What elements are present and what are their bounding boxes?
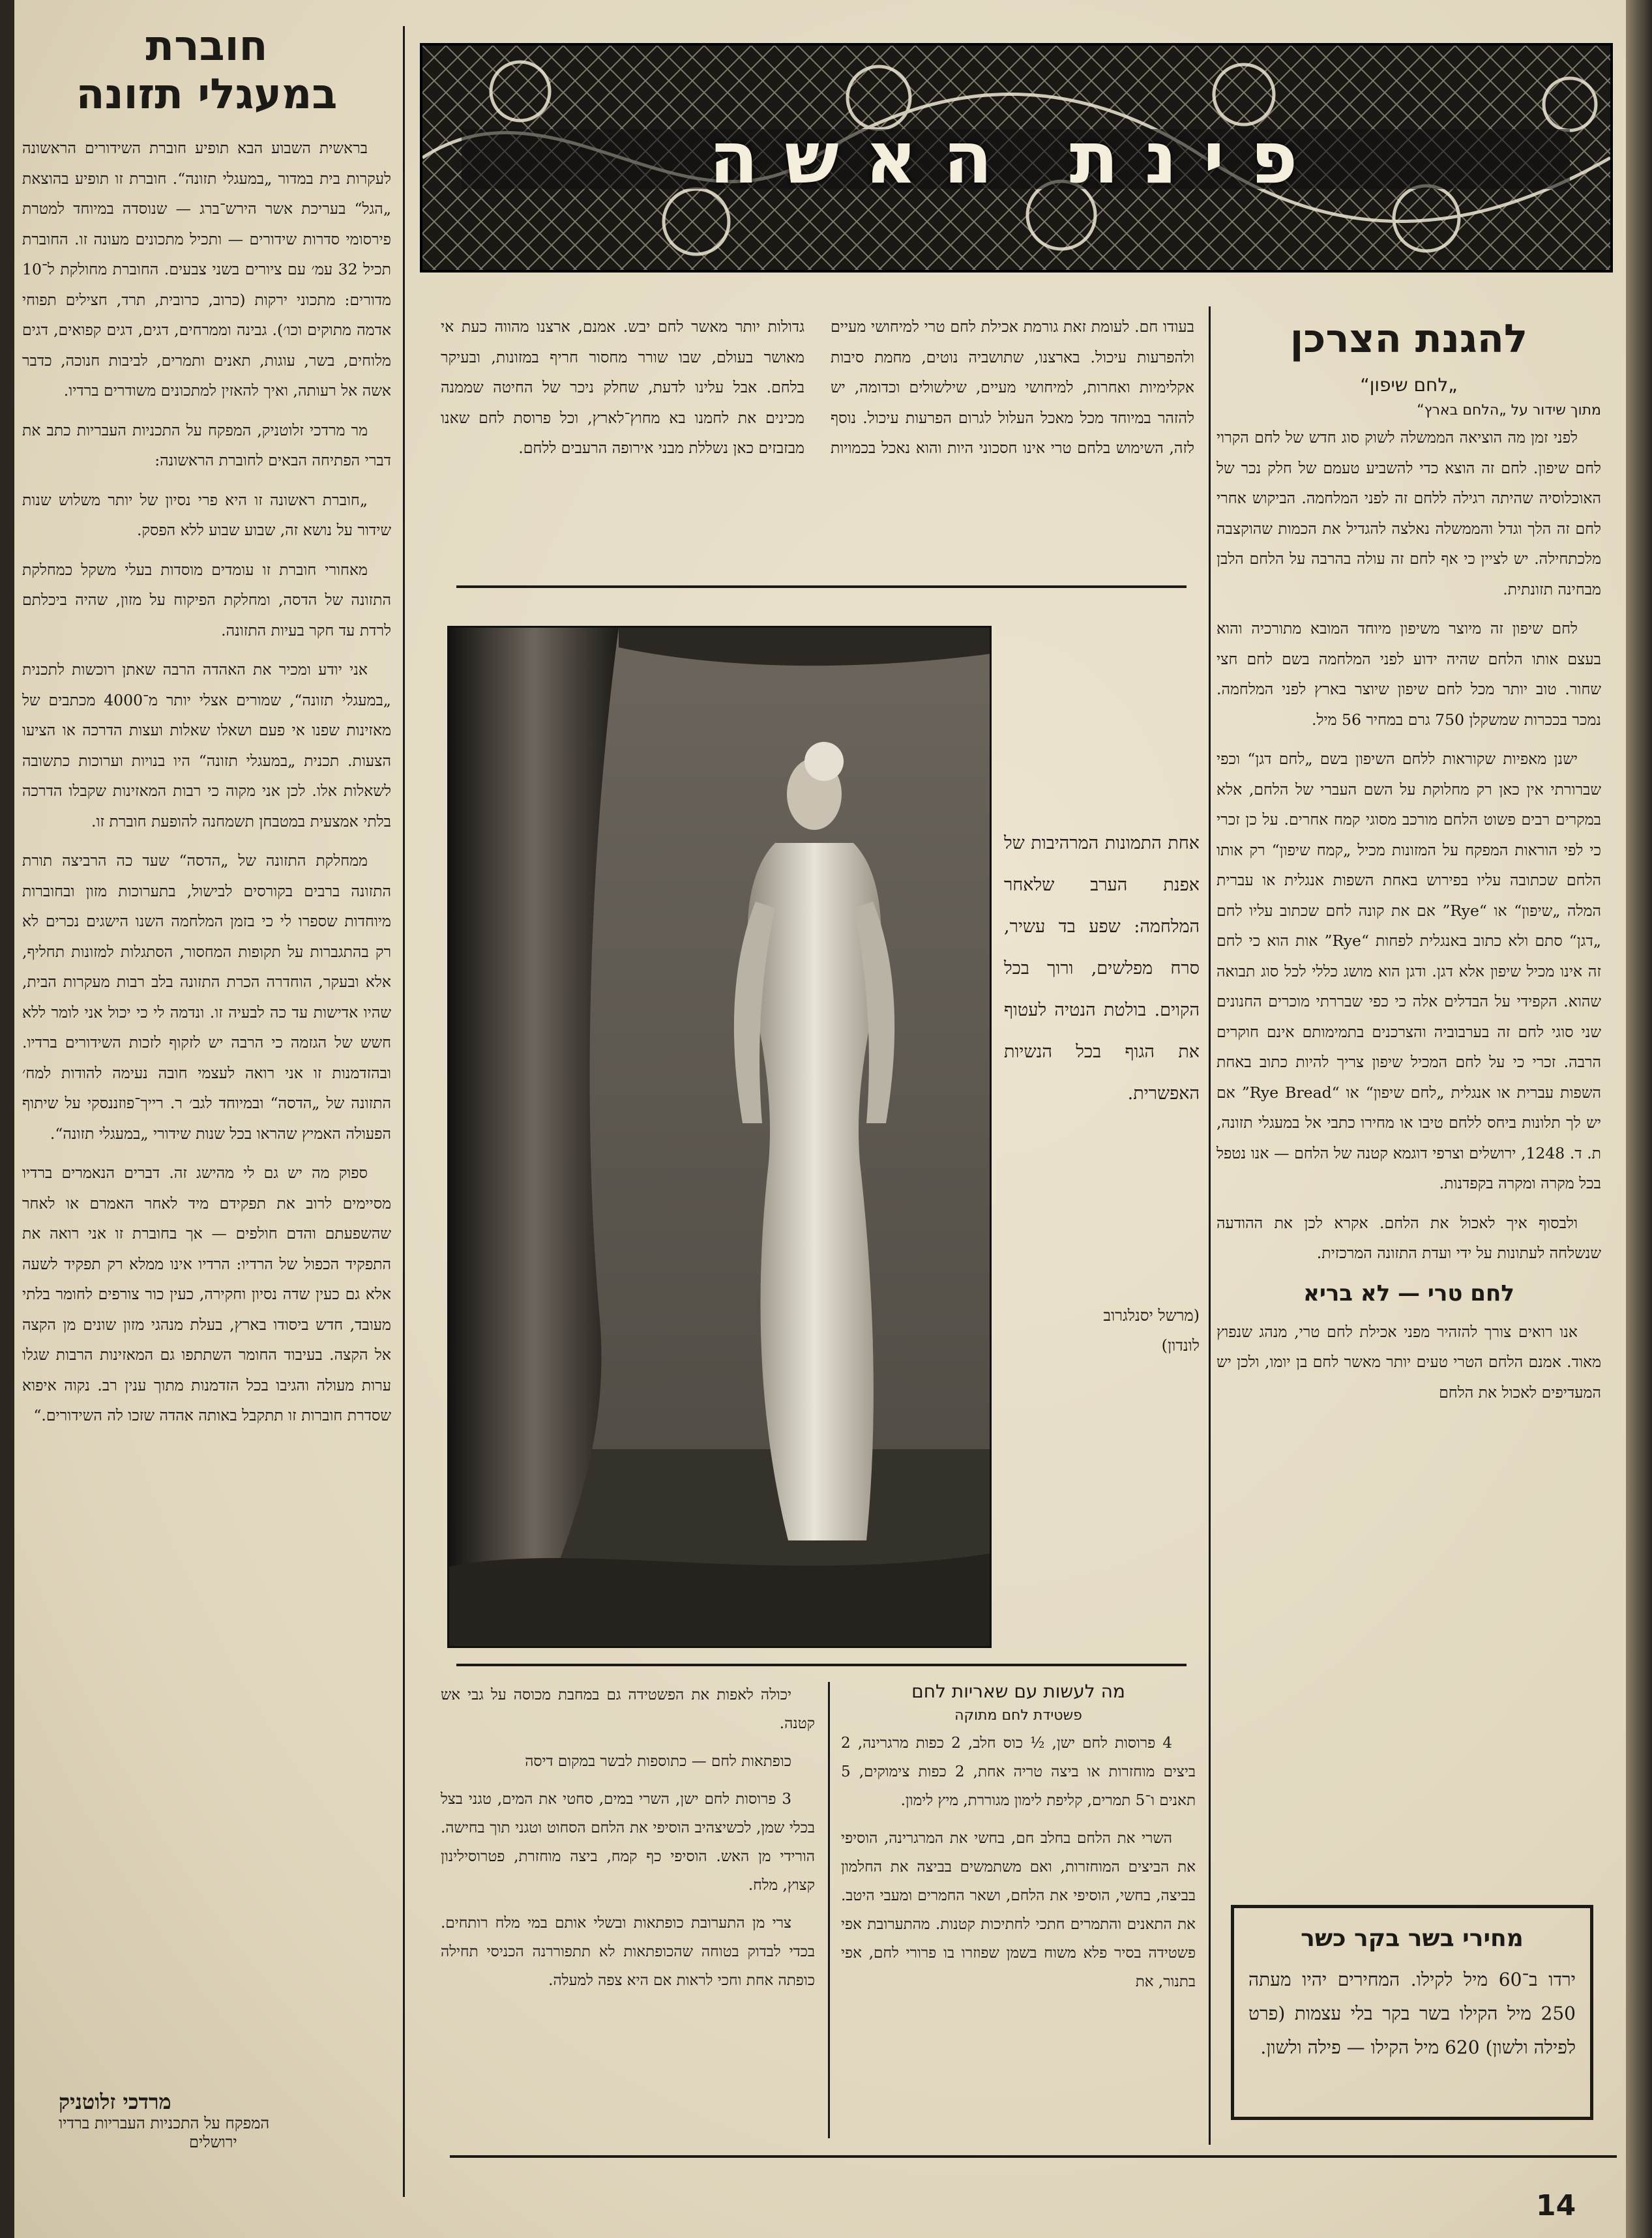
bottom-rule — [450, 2155, 1617, 2158]
section-rule — [456, 1664, 1187, 1666]
left-article-body — [22, 133, 391, 1431]
paragraph: מר מרדכי זלוטניק, המפקח על התכניות העבריות כתב את דברי הפתיחה הבאים לחוברת הראשונה: — [22, 420, 391, 469]
paragraph: לפני זמן מה הוציאה הממשלה לשוק סוג חדש של לחם הקרוי לחם שיפון. לחם זה הוצא כדי להשביע טעמם של חלק נכר של האוכלוסיה שהיתה רגילה ללחם זה לפני המלחמה. הביקוש אחרי לחם זה הלך וגדל והממשלה נאלצה להגדיל את הכמות שהוקצבה מלכתחילה. יש לציין כי אף לחם זה עולה בהרבה על הלחם הלבן מבחינה תזונתית. — [1217, 428, 1601, 598]
left-headline-line1: חוברת — [145, 22, 268, 70]
paragraph: ישנן מאפיות שקוראות ללחם השיפון בשם „לחם דגן“ וכפי שברורתי אין כאן רק מחלוקת על השם העברי של הלחם, אלא במקרים רבים פשוט הלחם מורכב מסוגי קמח אחרים. על כן זכרי כי לפי הוראות המפקח על המזונות מכיל „קמח שיפון“ רק אותו הלחם שכתובה עליו בפירוש באחת השפות אנגלית או עברית המלה „שיפון“ או “Rye” אם את קונה לחם שכתוב עליו לחם „דגן“ סתם ולא כתוב באנגלית לפחות “Rye” אות הוא כי לחם זה אינו מכיל שיפון אלא דגן. ודגן הוא מושג כללי לכל סוג תבואה שהוא. הקפידי על הבדלים אלה כי כפי שבררתי מוכרים החנונים שני סוגי לחם זה בערבוביה והצרכנים בתמימותם אינם חוקרים הרבה. זכרי כי על לחם המכיל שיפון צריך להיות כתוב באחת השפות עברית או אנגלית „לחם שיפון“ או “Rye Bread” אם יש לך תלונות ביחס ללחם טיבו או מחירו כתבי אל במעגלי תזונה, ת. ד. 1248, ירושלים וצרפי דוגמא קטנה של הלחם — אנו נטפל בכל מקרה ומקרה בקפדנות. — [1217, 750, 1601, 1192]
page-edge-shadow — [1626, 0, 1652, 2238]
meat-prices-title: מחירי בשר בקר כשר — [1301, 1925, 1524, 1952]
lace-banner — [420, 43, 1613, 272]
consumer-body — [1217, 422, 1601, 1269]
paragraph: בראשית השבוע הבא תופיע חוברת השידורים הראשונה לעקרות בית במדור „במעגלי תזונה“. חוברת זו תופיע בהוצאת „הגל“ בעריכת אשר הירש־ברג — שנוסדה במיוחד למטרת פירסומי סדרות שידורים — ותכיל מתכונים מעונה זו. החוברת תכיל 32 עמ׳ עם ציורים בשני צבעים. החוברת מחולקת ל־10 מדורים: מתכוני ירקות (כרוב, כרובית, תרד, חצילים תפוחי אדמה מתוקים וכו׳). גבינה וממרחים, דגים, דגים קפואים, דגים מלוחים, בשר, עוגות, תאנים ותמרים, לביבות חנוכה, כדבר אשה אל רעותה, ואיך להאזין למתכונים משודרים ברדיו. — [22, 139, 391, 400]
leftovers-body — [841, 1729, 1196, 1996]
photo-credit — [1004, 1301, 1200, 1361]
leftovers-body-continued — [441, 1681, 815, 1995]
leftovers-column-right — [841, 1681, 1196, 2005]
paragraph: ולבסוף איך לאכול את הלחם. אקרא לכן את ההודעה שנשלחה לעתונות על ידי ועדת התזונה המרכזית. — [1217, 1213, 1601, 1262]
signature-city: ירושלים — [189, 2133, 237, 2151]
paragraph: אני יודע ומכיר את האהדה הרבה שאתן רוכשות לתכנית „במעגלי תזונה“, שמורים אצלי יותר מ־4000 מכתבים של מאזינות שפנו אי פעם ושאלו שאלות ועצות הדרכה או הציעו הצעות. תכנית „במעגלי תזונה“ היו בנויות וערוכות כתשובה לשאלות אלו. לכן אני מקוה כי רבות המאזינות שקבלו הדרכה בלתי אמצעית במטבחן תשמחנה להופעת חוברת זו. — [22, 660, 391, 831]
photo-caption: אחת התמונות המרהיבות של אפנת הערב שלאחר המלחמה: שפע בד עשיר, סרח מפלשים, ורוך בכל הקוים. בולטת הנטיה לעטוף את הגוף בכל הנשיות האפשרית. — [1004, 833, 1200, 1104]
left-column — [22, 23, 391, 1440]
paragraph: 4 פרוסות לחם ישן, ½ כוס חלב, 2 כפות מרגרינה, 2 ביצים מוחזרות או ביצה טריה אחת, 2 כפות צימוקים, 5 תאנים ו־5 תמרים, קליפת לימון מגוררת, מיץ לימון. — [841, 1735, 1196, 1809]
paragraph: מאחורי חוברת זו עומדים מוסדות בעלי משקל כמחלקת התזונה של הדסה, ומחלקת הפיקוח על מזון, שהיה ביכלתם לרדת עד חקר בעיות התזונה. — [22, 560, 391, 640]
paragraph: השרי את הלחם בחלב חם, בחשי את המרגרינה, הוסיפי את הביצים המוחזרות, ואם משתמשים בביצה את החלמון בביצה, בחשי, הוסיפי את הלחם, ושאר החמרים ומעבי היטב. את התאנים והתמרים חתכי לחתיכות קטנות. מהתערובת אפי פשטידה בסיר פלא משוח בשמן שפוזרו בו פרורי לחם, אפי בתנור, את — [841, 1830, 1196, 1990]
paragraph: ספוק מה יש גם לי מהישג זה. דברים הנאמרים ברדיו מסיימים לרוב את תפקידם מיד לאחר האמרם או לאחר שהשפעתם והדם חולפים — אך בחוברת זו אני רואה את התפקיד הכפול של הרדיו: הרדיו אינו ממלא רק תפקיד לשעה אלא גם כעין שדה נסיון וחקירה, כעין כור צורפים לחומר בלתי מעובד, חדש ביסודו בארץ, בעלת מנהגי מזון שונים מן הקצה אל הקצה. בעיבוד החומר השתתפו גם המאזינות הרבות שגלו ערות מעולה והגיבו בכל הזדמנות מתוך ענין רב. נקוה איפוא שסדרת חוברות זו תתקבל באותה אהדה שזכו לה השידורים.“ — [22, 1164, 391, 1424]
column-divider — [828, 1682, 830, 2138]
fresh-bread-headline: לחם טרי — לא בריא — [1303, 1280, 1514, 1306]
meat-prices-text: ירדו ב־60 מיל לקילו. המחירים יהיו מעתה 250 מיל הקילו בשר בקר בלי עצמות (פרט לפילה ולשון) 620 מיל הקילו — פילה ולשון. — [1248, 1969, 1576, 2058]
leftovers-subtitle: פשטידת לחם מתוקה — [954, 1707, 1082, 1724]
paragraph: „חוברת ראשונה זו היא פרי נסיון של יותר משלוש שנות שידור על נושא זה, שבוע שבוע ללא הפסק. — [22, 490, 391, 539]
paragraph: לחם שיפון זה מיוצר משיפון מיוחד המובא מתורכיה והוא בעצם אותו הלחם שהיה ידוע לפני המלחמה בשם לחם חצי שחור. טוב יותר מכל לחם שיפון שיוצר בארץ לפני המלחמה. נמכר בככרות שמשקלן 750 גרם במחיר 56 מיל. — [1217, 619, 1601, 729]
signature-block — [59, 2089, 385, 2152]
photo-credit-line1: (מרשל יסנלגרוב — [1103, 1306, 1200, 1325]
meat-prices-box — [1231, 1905, 1593, 2120]
fresh-bread-body — [1217, 1317, 1601, 1408]
column-divider — [403, 26, 405, 2197]
consumer-headline: להגנת הצרכן — [1290, 316, 1528, 362]
leftovers-column-left — [441, 1681, 815, 2004]
leftovers-headline: מה לעשות עם שאריות לחם — [911, 1681, 1125, 1702]
banner-title: פינת האשה — [709, 116, 1324, 199]
column-divider — [1209, 306, 1211, 2145]
signature-role: המפקח על התכניות העבריות ברדיו — [59, 2114, 270, 2132]
evening-gown-illustration — [449, 628, 990, 1646]
fashion-photo — [447, 626, 992, 1648]
page-number: 14 — [1536, 2189, 1576, 2222]
paragraph: כופתאות לחם — כתוספות לבשר במקום דיסה — [525, 1753, 791, 1770]
fresh-bread-continued: בעודו חם. לעומת זאת גורמת אכילת לחם טרי למיחושי מעיים ולהפרעות עיכול. בארצנו, שתושביה נוטים, מחמת סיבות אקלימיות ואחרות, למיחושי מעיים, שילשולים וכדומה, יש להזהר במיוחד מכל מאכל העלול לגרום הפרעות עיכול. נוסף לזה, השימוש בלחם טרי אינו חסכוני היות והוא נאכל בכמויות גדולות יותר מאשר לחם יבש. אמנם, ארצנו מהווה כעת אי מאושר בעולם, שבו שורר מחסור חריף במזונות, ובעיקר בלחם. אבל עלינו לדעת, שחלק ניכר של החיטה שממנה מכינים את לחמנו בא מחוץ־לארץ, וכל פרוסת לחם שאנו מבזבזים כאן נשללת מבני אירופה הרעבים ללחם. — [441, 317, 1194, 457]
consumer-column — [1217, 313, 1601, 1417]
paragraph: ממחלקת התזונה של „הדסה“ שעד כה הרביצה תורת התזונה ברבים בקורסים לבישול, בתערוכות מזון ובחוברות מיוחדות שספרו לי כי בזמן המלחמה השנו הישגים נכרים לא רק בהתגברות על תקופות המחסור, הסתגלות למזונות תחליף, אלא ובעקר, הוחדרה הכרת התזונה בלב רבות מעקרות הבית, שהיו אדישות עד כה לבעיה זו. ונדמה לי כי יכול אני לומר ללא חשש של הגזמה כי הרבה יש לזקוף לזכות השידורים ברדיו. ובהזדמנות זו אני רואה לעצמי חובה נעימה להודות למח׳ התזונה של „הדסה“ ובמיוחד לגב׳ ר. רייך־פוזננסקי על שיתוף הפעולה האמיץ שהראו בכל שנות שידורי „במעגלי תזונה“. — [22, 851, 391, 1143]
paragraph: אנו רואים צורך להזהיר מפני אכילת לחם טרי, מנהג שנפוץ מאוד. אמנם הלחם הטרי טעים יותר מאשר לחם בן יומו, ולכן יש המעדיפים לאכול את הלחם — [1217, 1322, 1601, 1402]
consumer-source: מתוך שידור על „הלחם בארץ“ — [1417, 402, 1601, 419]
paragraph: יכולה לאפות את הפשטידה גם במחבת מכוסה על גבי אש קטנה. — [441, 1686, 815, 1732]
photo-credit-line2: לונדון) — [1161, 1336, 1200, 1355]
consumer-subtitle: „לחם שיפון“ — [1360, 374, 1458, 396]
section-rule — [456, 585, 1187, 588]
left-headline-line2: במעגלי תזונה — [76, 70, 338, 119]
paragraph: 3 פרוסות לחם ישן, השרי במים, סחטי את המים, טגני בצל בכלי שמן, לכשיצהיב הוסיפי את הלחם הסחוט וטגני תוך בחישה. הורידי מן האש. הוסיפי כף קמח, ביצה מוחזרת, פטרוסילינון קצוץ, מלח. — [441, 1791, 815, 1894]
signature-name: מרדכי זלוטניק — [59, 2089, 171, 2114]
paragraph: צרי מן התערובת כופתאות ובשלי אותם במי מלח רותחים. בכדי לבדוק בטוחה שהכופתאות לא תתפוררנה הכניסי תחילה כופתה אחת וחכי לראות אם היא צפה למעלה. — [441, 1915, 815, 1989]
binding-shadow — [0, 0, 14, 2238]
